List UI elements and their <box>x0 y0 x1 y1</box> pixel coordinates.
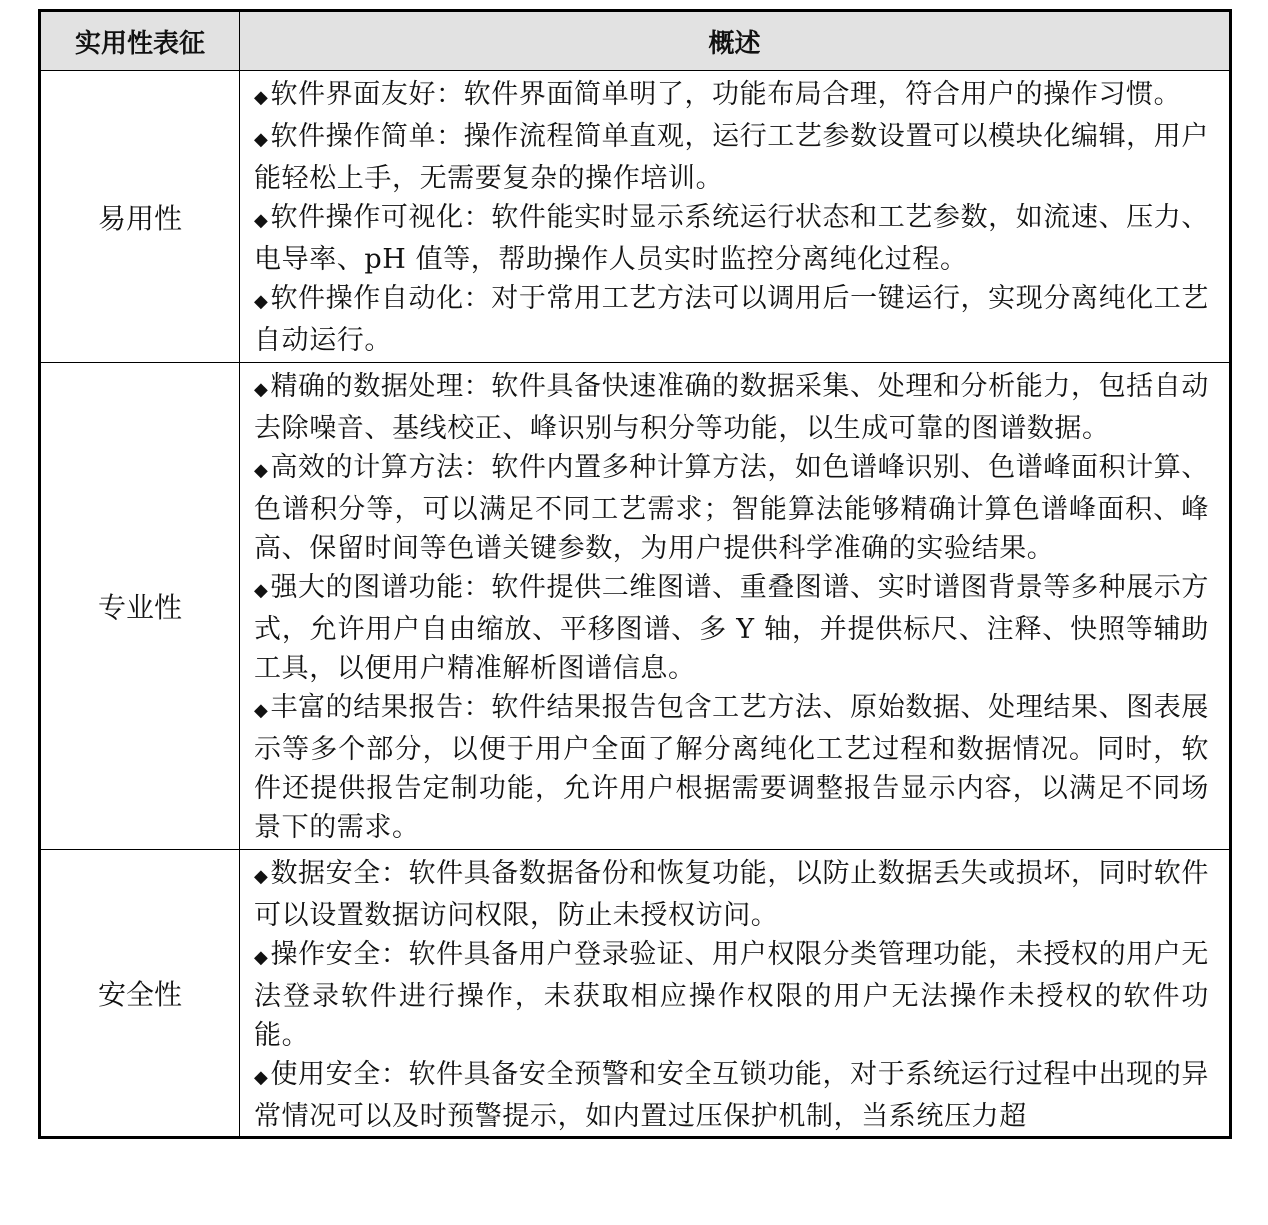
row-category: 专业性 <box>40 363 240 850</box>
row-description <box>240 71 1231 363</box>
table-row-professionalism <box>40 363 1231 850</box>
header-description: 概述 <box>240 11 1231 71</box>
table-header-row <box>40 11 1231 71</box>
list-item: ◆使用安全：软件具备安全预警和安全互锁功能，对于系统运行过程中出现的异常情况可以及时预警提示，如内置过压保护机制，当系统压力超 <box>254 1059 1209 1132</box>
table-row-safety <box>40 850 1231 1138</box>
practicality-table <box>38 9 1232 1139</box>
bullet-icon: ◆ <box>254 580 269 601</box>
list-item: ◆软件操作简单：操作流程简单直观，运行工艺参数设置可以模块化编辑，用户能轻松上手，无需要复杂的操作培训。 <box>254 121 1209 194</box>
list-item: ◆强大的图谱功能：软件提供二维图谱、重叠图谱、实时谱图背景等多种展示方式，允许用户自由缩放、平移图谱、多 Y 轴，并提供标尺、注释、快照等辅助工具，以便用户精准解析图谱信息。 <box>254 572 1209 684</box>
bullet-icon: ◆ <box>254 1067 269 1088</box>
list-item: ◆软件操作自动化：对于常用工艺方法可以调用后一键运行，实现分离纯化工艺自动运行。 <box>254 283 1209 356</box>
row-description <box>240 363 1231 850</box>
bullet-icon: ◆ <box>254 700 269 721</box>
table-row-ease-of-use <box>40 71 1231 363</box>
bullet-icon: ◆ <box>254 210 269 231</box>
header-category: 实用性表征 <box>40 11 240 71</box>
list-item: ◆软件操作可视化：软件能实时显示系统运行状态和工艺参数，如流速、压力、电导率、pH 值等，帮助操作人员实时监控分离纯化过程。 <box>254 202 1209 275</box>
list-item: ◆数据安全：软件具备数据备份和恢复功能，以防止数据丢失或损坏，同时软件可以设置数据访问权限，防止未授权访问。 <box>254 858 1209 931</box>
row-category: 易用性 <box>40 71 240 363</box>
list-item: ◆丰富的结果报告：软件结果报告包含工艺方法、原始数据、处理结果、图表展示等多个部分，以便于用户全面了解分离纯化工艺过程和数据情况。同时，软件还提供报告定制功能，允许用户根据需要调整报告显示内容，以满足不同场景下的需求。 <box>254 692 1209 843</box>
bullet-icon: ◆ <box>254 460 269 481</box>
bullet-icon: ◆ <box>254 947 269 968</box>
list-item: ◆操作安全：软件具备用户登录验证、用户权限分类管理功能，未授权的用户无法登录软件进行操作，未获取相应操作权限的用户无法操作未授权的软件功能。 <box>254 939 1209 1051</box>
bullet-icon: ◆ <box>254 866 269 887</box>
bullet-icon: ◆ <box>254 129 269 150</box>
bullet-icon: ◆ <box>254 87 269 108</box>
bullet-icon: ◆ <box>254 291 269 312</box>
list-item: ◆软件界面友好：软件界面简单明了，功能布局合理，符合用户的操作习惯。 <box>254 79 1182 110</box>
list-item: ◆高效的计算方法：软件内置多种计算方法，如色谱峰识别、色谱峰面积计算、色谱积分等，可以满足不同工艺需求；智能算法能够精确计算色谱峰面积、峰高、保留时间等色谱关键参数，为用户提供科学准确的实验结果。 <box>254 452 1209 564</box>
list-item: ◆精确的数据处理：软件具备快速准确的数据采集、处理和分析能力，包括自动去除噪音、基线校正、峰识别与积分等功能，以生成可靠的图谱数据。 <box>254 371 1209 444</box>
row-category: 安全性 <box>40 850 240 1138</box>
bullet-icon: ◆ <box>254 379 269 400</box>
row-description <box>240 850 1231 1138</box>
